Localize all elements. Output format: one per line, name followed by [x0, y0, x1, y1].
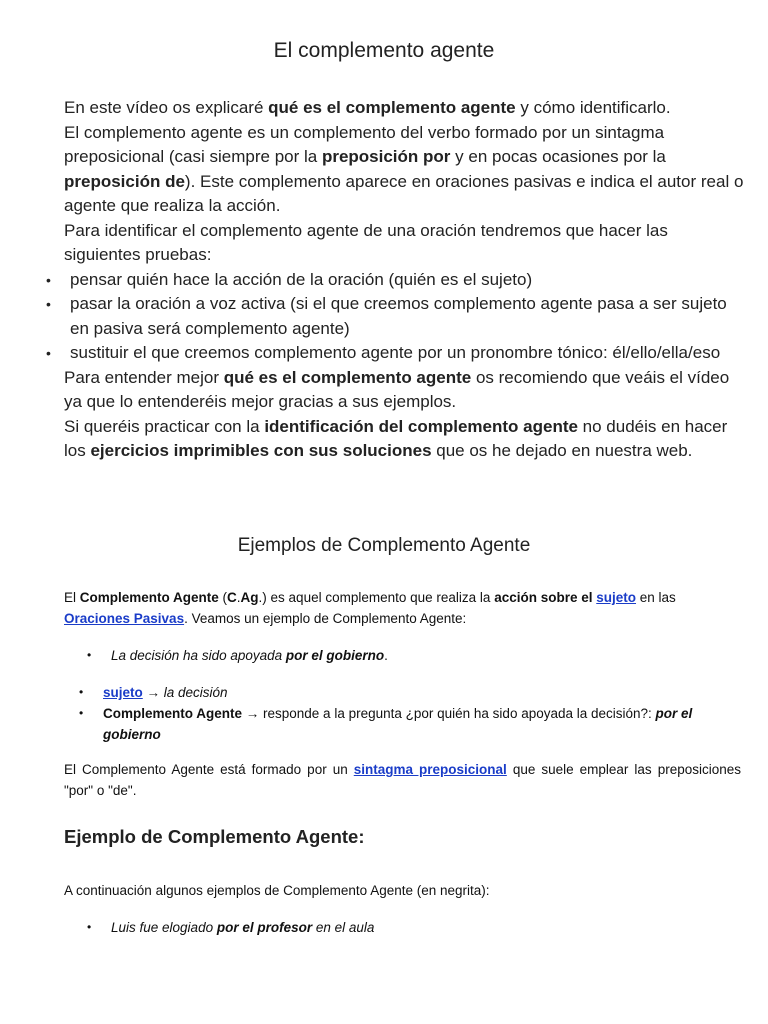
list-item: • Luis fue elogiado por el profesor en el aula: [111, 917, 741, 938]
bullet-icon: •: [87, 920, 92, 934]
oraciones-pasivas-link[interactable]: Oraciones Pasivas: [64, 611, 185, 626]
intro-paragraph-2: El complemento agente es un complemento del verbo formado por un sintagma preposicional (casi siempre por la preposición por y en pocas ocasiones por la preposición de). Este complemento aparece en oraciones pasivas e indica el autor real o agente que realiza la acción.: [64, 122, 744, 215]
examples-section-title: Ejemplos de Complemento Agente: [237, 535, 531, 556]
bullet-icon: •: [79, 685, 84, 699]
tests-list: [46, 268, 744, 366]
intro-paragraph-4: Para entender mejor qué es el complemento agente os recomiendo que veáis el vídeo ya que lo entenderéis mejor gracias a sus ejemplos.: [64, 367, 730, 411]
list-item: • sujeto → la decisión: [103, 682, 741, 703]
analysis-list: [79, 682, 741, 745]
sujeto-link[interactable]: sujeto: [596, 590, 637, 605]
bullet-icon: •: [46, 271, 51, 288]
list-item: • La decisión ha sido apoyada por el gobierno.: [111, 645, 741, 666]
example-sentence-list: [87, 645, 741, 666]
intro-paragraph-3: Para identificar el complemento agente de una oración tendremos que hacer las siguientes pruebas:: [64, 220, 668, 264]
example2-list: [87, 917, 741, 938]
intro-paragraph-1: En este vídeo os explicaré qué es el complemento agente y cómo identificarlo.: [64, 98, 671, 117]
intro-paragraph-5: Si queréis practicar con la identificación del complemento agente no dudéis en hacer los ejercicios imprimibles con sus soluciones que os he dejado en nuestra web.: [64, 416, 728, 460]
sujeto-analysis-link[interactable]: sujeto: [103, 685, 143, 700]
bullet-icon: •: [87, 648, 92, 662]
list-item: • Complemento Agente → responde a la pregunta ¿por quién ha sido apoyada la decisión?: por el gobierno: [103, 703, 741, 745]
definition-paragraph: El Complemento Agente (C.Ag.) es aquel complemento que realiza la acción sobre el sujeto en las Oraciones Pasivas. Veamos un ejemplo de Complemento Agente:: [64, 590, 676, 626]
list-item: • pasar la oración a voz activa (si el que creemos complemento agente pasa a ser sujeto en pasiva será complemento agente): [46, 294, 727, 338]
list-item: • sustituir el que creemos complemento agente por un pronombre tónico: él/ello/ella/eso: [64, 341, 744, 366]
bullet-icon: •: [46, 345, 51, 361]
bullet-icon: •: [79, 706, 84, 720]
bullet-icon: •: [46, 296, 51, 312]
example-heading: Ejemplo de Complemento Agente:: [64, 826, 365, 847]
sintagma-preposicional-link[interactable]: sintagma preposicional: [353, 762, 507, 777]
formed-paragraph: El Complemento Agente está formado por un sintagma preposicional que suele emplear las preposiciones "por" o "de".: [64, 762, 741, 798]
list-item: • pensar quién hace la acción de la oración (quién es el sujeto): [64, 268, 744, 293]
intro-section: [46, 96, 744, 464]
page-title: El complemento agente: [273, 39, 495, 62]
continuation-paragraph: A continuación algunos ejemplos de Complemento Agente (en negrita):: [64, 883, 490, 898]
